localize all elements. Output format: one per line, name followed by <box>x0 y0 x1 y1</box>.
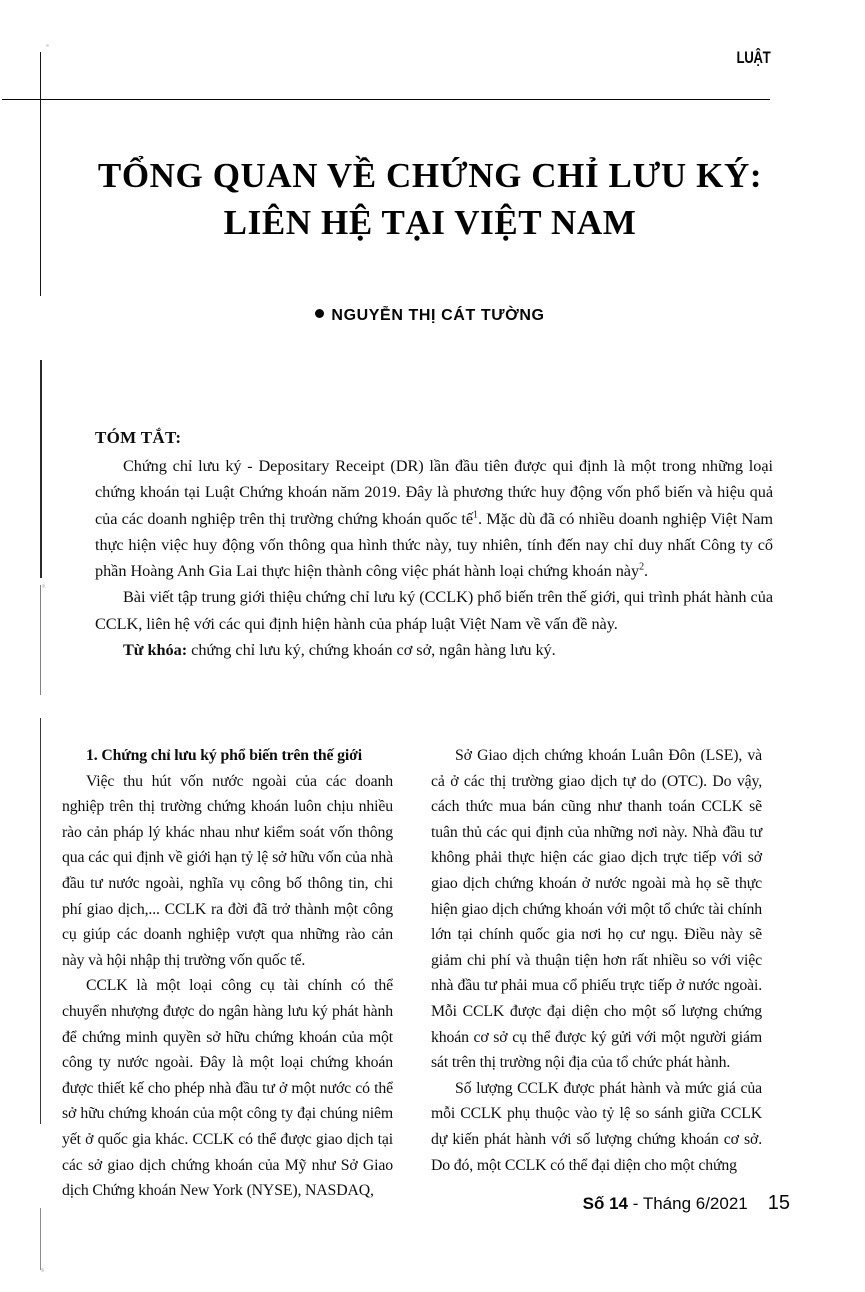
abstract-paragraph-1 <box>95 453 773 584</box>
scan-speck <box>42 584 45 588</box>
left-margin-rule-5 <box>40 1208 41 1270</box>
page-number: 15 <box>767 1192 790 1214</box>
article-title-line-1: TỔNG QUAN VỀ CHỨNG CHỈ LƯU KÝ: <box>97 156 763 195</box>
abstract-p1-part-b: . Mặc dù đã có nhiều doanh nghiệp Việt Nam thực hiện việc huy động vốn thông qua hình thức này, tuy nhiên, tính đến nay chỉ duy nhất Công ty cổ phần Hoàng Anh Gia Lai thực hiện thành công việc phát hành loại chứng khoán này <box>95 508 773 581</box>
running-head-label: LUẬT <box>736 48 770 67</box>
abstract-paragraph-2: Bài viết tập trung giới thiệu chứng chỉ lưu ký (CCLK) phổ biến trên thế giới, qui trình phát hành của CCLK, liên hệ với các qui định hiện hành của pháp luật Việt Nam về vấn đề này. <box>95 587 773 633</box>
abstract-section <box>95 425 773 663</box>
section-heading-1: 1. Chứng chỉ lưu ký phổ biến trên thế giới <box>86 747 362 764</box>
keywords-label: Từ khóa: <box>123 640 188 660</box>
left-margin-rule-3 <box>40 585 41 695</box>
right-column <box>431 743 762 1174</box>
left-margin-rule-2 <box>40 360 42 578</box>
right-column-paragraph-2: Số lượng CCLK được phát hành và mức giá của mỗi CCLK phụ thuộc vào tỷ lệ so sánh giữa CCLK dự kiến phát hành với số lượng chứng khoán cơ sở. Do đó, một CCLK có thể đại diện cho một chứng <box>431 1079 762 1174</box>
author-name: NGUYỄN THỊ CÁT TƯỜNG <box>331 307 545 324</box>
abstract-p1-part-a: Chứng chỉ lưu ký - Depositary Receipt (DR) lần đầu tiên được qui định là một trong những loại chứng khoán tại Luật Chứng khoán năm 2019. Đây là phương thức huy động vốn phổ biến và hiệu quả của các doanh nghiệp trên thị trường chứng khoán quốc tế <box>95 456 773 528</box>
page-footer <box>0 1192 790 1215</box>
abstract-heading: TÓM TẮT: <box>95 428 182 447</box>
header-divider-rule <box>2 99 770 100</box>
left-margin-rule-4 <box>40 718 41 1124</box>
issue-date: - Tháng 6/2021 <box>628 1194 748 1213</box>
article-title-line-2: LIÊN HỆ TẠI VIỆT NAM <box>223 203 637 242</box>
left-column-paragraph-1: Việc thu hút vốn nước ngoài của các doanh nghiệp trên thị trường chứng khoán luôn chịu nhiều rào cản pháp lý khác nhau như kiểm soát vốn thông qua các qui định về giới hạn tỷ lệ sở hữu vốn của nhà đầu tư nước ngoài, nghĩa vụ công bố thông tin, chi phí giao dịch,... CCLK ra đời đã trở thành một công cụ giúp các doanh nghiệp vượt qua những rào cản này và hội nhập thị trường vốn quốc tế. <box>62 772 393 969</box>
left-column <box>62 743 393 1200</box>
scan-speck <box>41 1268 44 1272</box>
article-title <box>80 152 780 246</box>
filled-circle-icon <box>315 309 324 318</box>
page-header <box>0 48 790 104</box>
left-margin-rule-1 <box>40 52 41 296</box>
left-column-paragraph-2: CCLK là một loại công cụ tài chính có thể chuyển nhượng được do ngân hàng lưu ký phát hành để chứng minh quyền sở hữu chứng khoán của một công ty nước ngoài. Đây là một loại chứng khoán được thiết kế cho phép nhà đầu tư ở một nước có thể sở hữu chứng khoán của một công ty đại chúng niêm yết ở quốc gia khác. CCLK có thể được giao dịch tại các sở giao dịch chứng khoán của Mỹ như Sở Giao dịch Chứng khoán New York (NYSE), NASDAQ, <box>62 977 393 1200</box>
author-byline <box>80 307 780 325</box>
abstract-keywords <box>95 637 773 663</box>
body-columns <box>62 743 762 1200</box>
issue-number: Số 14 <box>582 1194 629 1213</box>
right-column-paragraph-1: Sở Giao dịch chứng khoán Luân Đôn (LSE), và cả ở các thị trường giao dịch tự do (OTC). Do vậy, cách thức mua bán cũng như thanh toán CCLK sẽ tuân thủ các qui định của những nơi này. Nhà đầu tư không phải thực hiện các giao dịch trực tiếp với sở giao dịch chứng khoán ở nước ngoài mà họ sẽ thực hiện giao dịch chứng khoán với một tổ chức tài chính lớn tại chính quốc gia nơi họ cư ngụ. Điều này sẽ giảm chi phí và thuận tiện hơn rất nhiều so với việc nhà đầu tư phải mua cổ phiếu trực tiếp ở nước ngoài. Mỗi CCLK được đại diện cho một số lượng chứng khoán cơ sở cụ thể được ký gửi với một người giám sát trên thị trường nội địa của tổ chức phát hành. <box>431 747 762 1072</box>
abstract-p1-part-c: . <box>644 561 649 581</box>
scan-speck <box>46 44 49 47</box>
footnote-ref-2: 2 <box>639 561 645 573</box>
footnote-ref-1: 1 <box>473 509 478 521</box>
keywords-value: chứng chỉ lưu ký, chứng khoán cơ sở, ngân hàng lưu ký. <box>187 640 556 660</box>
